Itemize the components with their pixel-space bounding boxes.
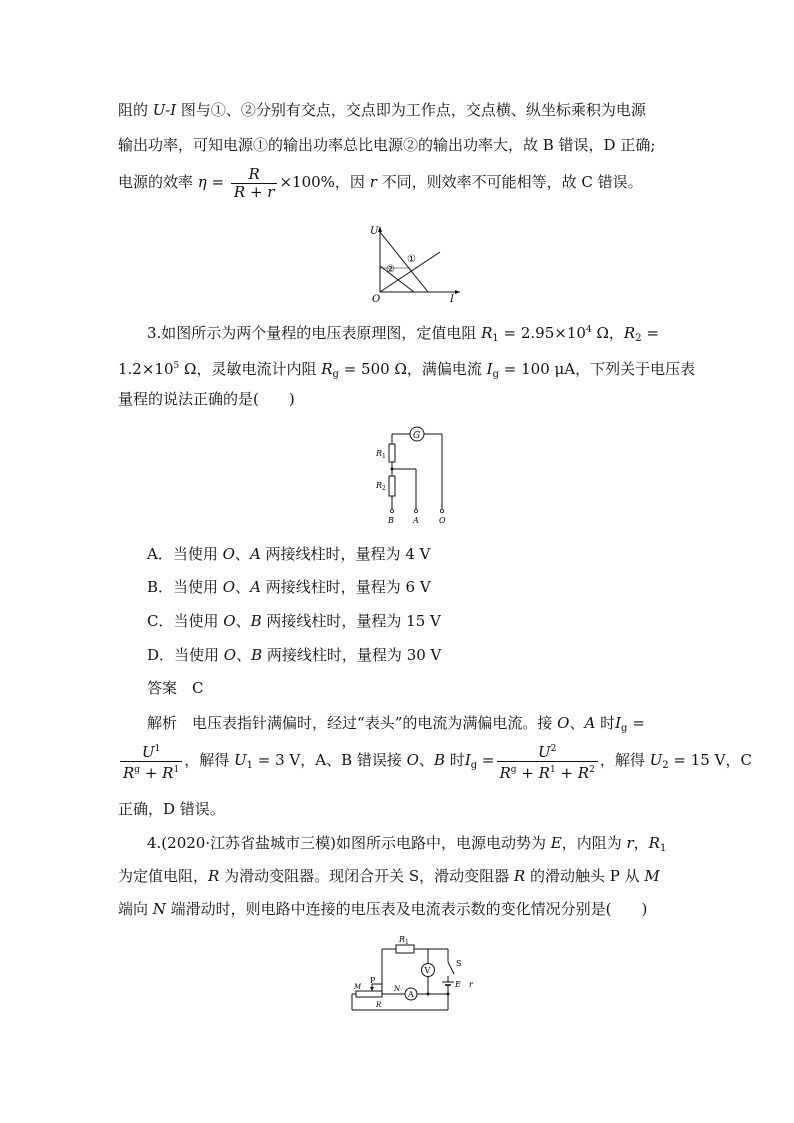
option-b: B．当使用 O、A 两接线柱时，量程为 6 V (147, 578, 431, 596)
slider-circuit-figure (348, 934, 488, 1018)
r1-label: $R_1$ (376, 449, 386, 460)
ui-graph-figure (360, 222, 470, 310)
analysis-line1: 解析 电压表指针满偏时，经过“表头”的电流为满偏电流。接 O、A 时$I_g$ = (147, 714, 645, 734)
para1-line3: 电源的效率 η = $\frac{R}{R + r}$ ×100%，因 r 不同，则效率不可能相等，故 C 错误。 (118, 164, 643, 201)
resistor-r1 (389, 444, 395, 462)
para1-line1: 阻的 U-I 图与①、②分别有交点，交点即为工作点，交点横、纵坐标乘积为电源 (118, 101, 646, 119)
q4-line1: 4.(2020·江苏省盐城市三模)如图所示电路中，电源电动势为 E，内阻为 r，$R_1$ (147, 834, 667, 854)
terminal-b-label: B (388, 516, 394, 525)
r1-label: $R_1$ (399, 935, 409, 946)
terminal-a-label: A (413, 516, 419, 525)
q3-line3: 量程的说法正确的是( ) (118, 390, 295, 408)
option-a: A．当使用 O、A 两接线柱时，量程为 4 V (147, 545, 431, 563)
option-d: D．当使用 O、B 两接线柱时，量程为 30 V (147, 646, 442, 664)
resistor-r2 (389, 476, 395, 496)
answer-label: 答案 (147, 679, 178, 697)
internal-r-label: r (469, 980, 473, 989)
para1-line2: 输出功率，可知电源①的输出功率总比电源②的输出功率大，故 B 错误，D 正确; (118, 136, 656, 154)
voltmeter-label: V (424, 966, 431, 975)
q3-line1: 3.如图所示为两个量程的电压表原理图，定值电阻 $R_1 = 2.95\times 10^4$ Ω，$R_2$ = (147, 324, 659, 344)
q4-line3: 端向 N 端滑动时，则电路中连接的电压表及电流表示数的变化情况分别是( ) (118, 900, 648, 918)
efficiency-fraction: $\frac{R}{R + r}$ (231, 166, 278, 201)
galvanometer-label: G (413, 431, 421, 441)
terminal-o-label: O (439, 516, 446, 525)
fraction-ig-2: $\frac{U^2}{R^g + R^1 + R^2}$ (497, 741, 598, 782)
axis-i-label: I (450, 294, 454, 305)
answer-line (147, 678, 204, 698)
answer-value: C (192, 679, 204, 697)
ammeter-label: A (408, 990, 414, 999)
axis-u-label: U (370, 226, 379, 237)
voltmeter-circuit-figure (372, 424, 462, 530)
r2-label: $R_2$ (376, 481, 386, 492)
analysis-line2: $\frac{U^1}{R^g + R^1}$ ，解得 $U_1 = 3$ V，A、B 错误接 O、B 时$I_g$ = $\frac{U^2}{R^g + R^1 + R^2}$ ，解得 $U_2 = 15$ V，C (118, 740, 752, 786)
rheostat-r-label: R (376, 1001, 382, 1009)
contact-p-label: P (370, 976, 376, 985)
analysis-label: 解析 (147, 714, 178, 732)
fraction-ig-1: $\frac{U^1}{R^g + R^1}$ (120, 741, 182, 782)
option-c: C．当使用 O、B 两接线柱时，量程为 15 V (147, 612, 441, 630)
slider-rheostat (356, 991, 382, 997)
q4-line2: 为定值电阻，R 为滑动变阻器。现闭合开关 S，滑动变阻器 R 的滑动触头 P 从 M (118, 867, 660, 885)
end-m-label: M (354, 983, 362, 991)
curve1-label: ① (407, 254, 416, 265)
resistor-r1 (396, 945, 414, 953)
origin-label: O (372, 294, 381, 305)
switch-label: S (456, 959, 462, 968)
analysis-line3: 正确，D 错误。 (118, 800, 225, 818)
end-n-label: N (394, 985, 401, 993)
emf-label: E (455, 980, 461, 989)
q3-line2: $1.2\times 10^5$ Ω，灵敏电流计内阻 $R_g = 500$ Ω，满偏电流 $I_g = 100$ μA，下列关于电压表 (118, 360, 696, 380)
curve2-label: ② (386, 264, 395, 275)
